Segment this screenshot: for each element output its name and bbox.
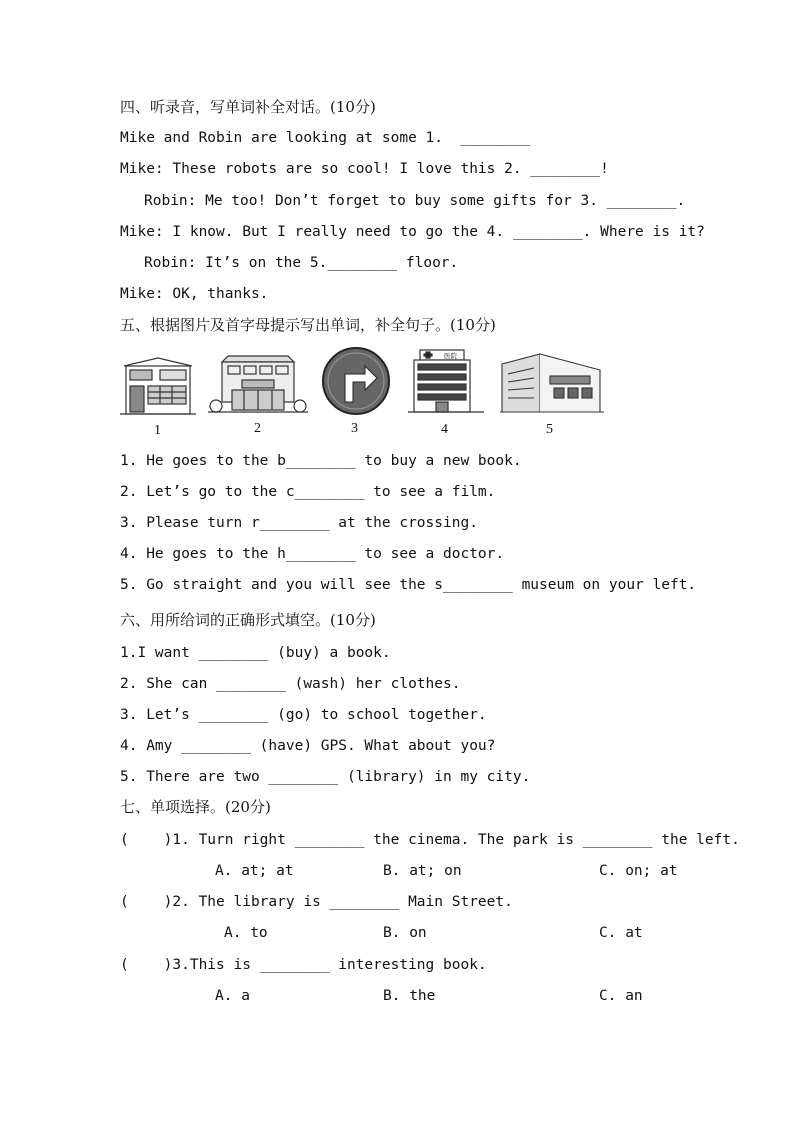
cinema-icon [208, 352, 308, 416]
question-1-stem: ( )1. Turn right ________ the cinema. The park is ________ the left. [120, 832, 740, 848]
dialogue-line-5: Robin: It’s on the 5.________ floor. [144, 255, 459, 271]
question-2-option-c: C. at [599, 925, 643, 941]
section5-heading: 五、根据图片及首字母提示写出单词，补全句子。(10分) [120, 316, 496, 334]
section7-heading: 七、单项选择。(20分) [120, 798, 271, 816]
picture-number: 4 [441, 422, 448, 437]
fill-item-5: 5. There are two ________ (library) in my city. [120, 769, 531, 785]
bookstore-icon [120, 352, 196, 416]
dialogue-line-3: Robin: Me too! Don’t forget to buy some gifts for 3. ________. [144, 193, 686, 209]
dialogue-line-6: Mike: OK, thanks. [120, 286, 269, 302]
fill-item-2: 2. She can ________ (wash) her clothes. [120, 676, 461, 692]
sentence-3: 3. Please turn r________ at the crossing. [120, 515, 478, 531]
question-3-option-a: A. a [215, 988, 250, 1004]
sentence-2: 2. Let’s go to the c________ to see a film. [120, 484, 496, 500]
picture-number: 3 [351, 421, 358, 436]
dialogue-line-1: Mike and Robin are looking at some 1. ________ [120, 130, 531, 146]
science-museum-icon [500, 352, 604, 416]
dialogue-line-4: Mike: I know. But I really need to go the 4. ________. Where is it? [120, 224, 705, 240]
picture-number: 5 [546, 422, 553, 437]
fill-item-4: 4. Amy ________ (have) GPS. What about you? [120, 738, 496, 754]
question-3-option-b: B. the [383, 988, 436, 1004]
question-1-option-b: B. at; on [383, 863, 462, 879]
question-1-option-c: C. on; at [599, 863, 678, 879]
question-2-option-b: B. on [383, 925, 427, 941]
picture-number: 1 [154, 423, 161, 438]
question-3-stem: ( )3.This is ________ interesting book. [120, 957, 487, 973]
fill-item-1: 1.I want ________ (buy) a book. [120, 645, 391, 661]
dialogue-line-2: Mike: These robots are so cool! I love this 2. ________! [120, 161, 609, 177]
section4-heading: 四、听录音，写单词补全对话。(10分) [120, 98, 376, 116]
fill-item-3: 3. Let’s ________ (go) to school together. [120, 707, 487, 723]
section6-heading: 六、用所给词的正确形式填空。(10分) [120, 611, 376, 629]
question-1-option-a: A. at; at [215, 863, 294, 879]
sentence-5: 5. Go straight and you will see the s________ museum on your left. [120, 577, 697, 593]
question-2-stem: ( )2. The library is ________ Main Street. [120, 894, 513, 910]
picture-number: 2 [254, 421, 261, 436]
question-2-option-a: A. to [224, 925, 268, 941]
hospital-sign-text: 医院 [444, 352, 457, 360]
turn-right-sign-icon [321, 346, 391, 416]
question-3-option-c: C. an [599, 988, 643, 1004]
hospital-icon [408, 346, 484, 416]
sentence-1: 1. He goes to the b________ to buy a new book. [120, 453, 522, 469]
sentence-4: 4. He goes to the h________ to see a doctor. [120, 546, 505, 562]
